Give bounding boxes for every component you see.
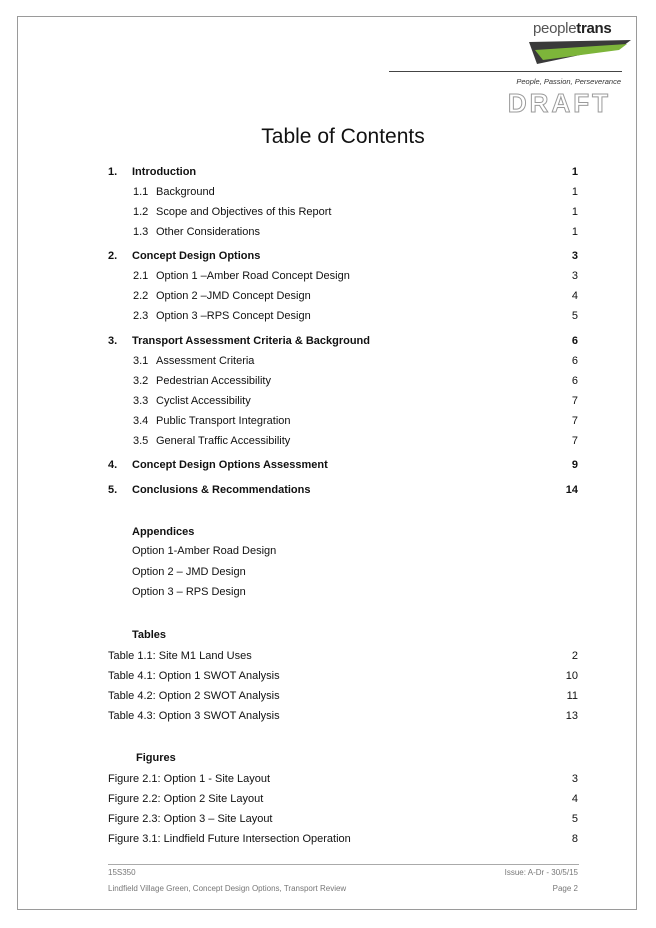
toc-entry[interactable]: 1.1 Background 1 [133, 186, 578, 198]
toc-entry[interactable]: 3.5 General Traffic Accessibility 7 [133, 435, 578, 447]
toc-entry[interactable]: 3.2 Pedestrian Accessibility 6 [133, 375, 578, 387]
footer-issue: Issue: A-Dr - 30/5/15 [504, 868, 578, 877]
footer-project: Lindfield Village Green, Concept Design Options, Transport Review [108, 884, 347, 893]
logo-bold-text: trans [576, 20, 612, 37]
footer-rule [108, 864, 579, 865]
toc-entry[interactable]: 4. Concept Design Options Assessment 9 [108, 459, 578, 471]
footer-page-number: Page 2 [552, 884, 578, 893]
toc-entry[interactable]: 3.3 Cyclist Accessibility 7 [133, 395, 578, 407]
page-title: Table of Contents [261, 125, 425, 148]
footer-code: 15S350 [108, 868, 136, 877]
toc-entry[interactable]: 2.3 Option 3 –RPS Concept Design 5 [133, 310, 578, 322]
appendix-item[interactable]: Option 3 – RPS Design [132, 586, 246, 598]
toc-entry[interactable]: 3.1 Assessment Criteria 6 [133, 355, 578, 367]
logo-light-text: people [533, 20, 577, 37]
figure-list-entry[interactable]: Figure 2.1: Option 1 - Site Layout 3 [108, 773, 578, 785]
toc-entry[interactable]: 2.1 Option 1 –Amber Road Concept Design 3 [133, 270, 578, 282]
logo-swoosh-icon [527, 38, 633, 66]
toc-entry[interactable]: 3.4 Public Transport Integration 7 [133, 415, 578, 427]
toc-entry[interactable]: 2. Concept Design Options 3 [108, 250, 578, 262]
tagline: People, Passion, Perseverance [516, 77, 621, 86]
toc-entry[interactable]: 3. Transport Assessment Criteria & Background 6 [108, 335, 578, 347]
appendix-item[interactable]: Option 1-Amber Road Design [132, 545, 277, 557]
table-list-entry[interactable]: Table 4.2: Option 2 SWOT Analysis 11 [108, 690, 578, 702]
toc-entry[interactable]: 2.2 Option 2 –JMD Concept Design 4 [133, 290, 578, 302]
header-rule [389, 71, 622, 72]
figures-heading: Figures [136, 752, 176, 764]
appendices-heading: Appendices [132, 526, 195, 538]
toc-entry[interactable]: 1. Introduction 1 [108, 166, 578, 178]
tables-heading: Tables [132, 629, 167, 641]
toc-entry[interactable]: 1.2 Scope and Objectives of this Report 1 [133, 206, 578, 218]
appendix-item[interactable]: Option 2 – JMD Design [132, 566, 246, 578]
figure-list-entry[interactable]: Figure 3.1: Lindfield Future Intersection Operation 8 [108, 833, 578, 845]
draft-watermark: DRAFT [507, 88, 611, 118]
toc-entry[interactable]: 5. Conclusions & Recommendations 14 [108, 484, 578, 496]
table-list-entry[interactable]: Table 1.1: Site M1 Land Uses 2 [108, 650, 578, 662]
figure-list-entry[interactable]: Figure 2.3: Option 3 – Site Layout 5 [108, 813, 578, 825]
figure-list-entry[interactable]: Figure 2.2: Option 2 Site Layout 4 [108, 793, 578, 805]
toc-entry[interactable]: 1.3 Other Considerations 1 [133, 226, 578, 238]
table-list-entry[interactable]: Table 4.1: Option 1 SWOT Analysis 10 [108, 670, 578, 682]
table-list-entry[interactable]: Table 4.3: Option 3 SWOT Analysis 13 [108, 710, 578, 722]
company-logo [533, 20, 611, 38]
